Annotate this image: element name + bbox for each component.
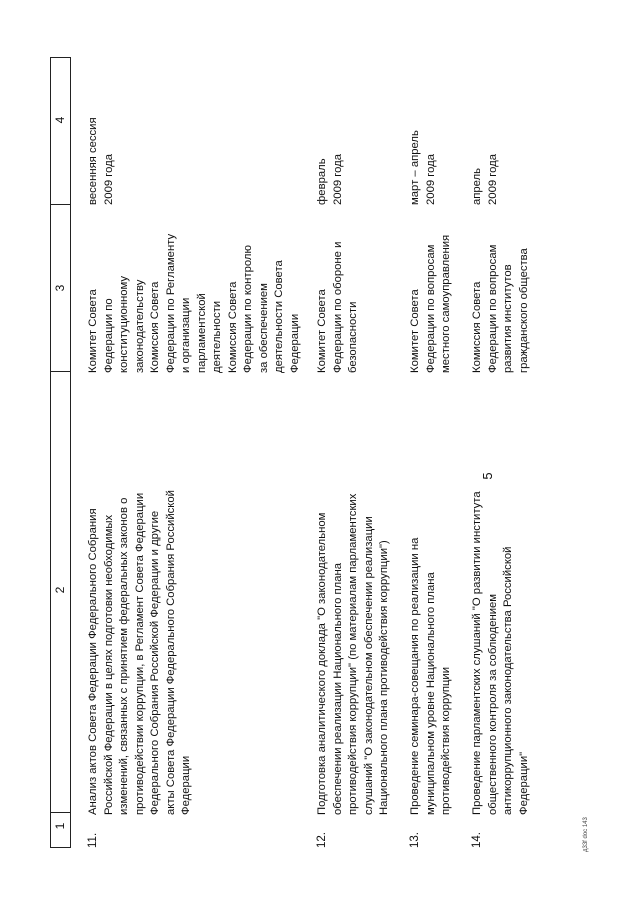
row-executor: Комитет Совета Федерации по обороне и безопасности xyxy=(316,241,359,373)
header-top-border xyxy=(50,57,71,58)
header-bottom-border xyxy=(50,847,71,848)
row-term: февраль 2009 года xyxy=(316,153,344,205)
header-divider-2-3 xyxy=(50,371,71,372)
row-term: март – апрель 2009 года xyxy=(409,130,437,205)
column-header-2: 2 xyxy=(53,586,67,594)
page-number: 5 xyxy=(480,472,495,480)
header-right-border xyxy=(70,57,71,848)
row-action: Анализ актов Совета Федерации Федерального Собрания Российской Федерации в целях подготовки необходимых изменений, связанных с принятием федеральных законов о противодействии коррупции, в Регламент Совета Федерации Федерального Собрания Российской Федерации и другие акты Совета Федерации Федерального Собрания Российской Федерации xyxy=(87,490,192,815)
row-executor: Комитет Совета Федерации по конституционному законодательству Комиссия Совета Федерации по Регламенту и организации парламентской деятельности Комиссия Совета Федерации по контролю за обеспечением деятельности Совета Федерации xyxy=(87,233,301,373)
row-executor: Комиссия Совета Федерации по вопросам развития институтов гражданского общества xyxy=(471,244,530,373)
header-divider-3-4 xyxy=(50,204,71,205)
row-executor: Комитет Совета Федерации по вопросам местного самоуправления xyxy=(409,234,452,373)
header-divider-1-2 xyxy=(50,812,71,813)
row-term: весенняя сессия 2009 года xyxy=(87,117,115,205)
row-number: 14. xyxy=(471,832,483,848)
column-header-1: 1 xyxy=(53,822,67,830)
row-action: Проведение семинара-совещания по реализации на муниципальном уровне Национального плана противодействия коррупции xyxy=(409,537,452,815)
row-number: 13. xyxy=(409,832,421,848)
row-number: 12. xyxy=(316,832,328,848)
column-header-3: 3 xyxy=(53,284,67,292)
row-action: Проведение парламентских слушаний "О развитии института общественного контроля за соблюдением антикоррупционного законодательства Российской Федерации" xyxy=(471,491,530,815)
header-left-border xyxy=(50,57,51,848)
row-action: Подготовка аналитического доклада "О законодательном обеспечении реализации Национального плана противодействия коррупции" (по материалам парламентских слушаний "О законодательном обеспечении реализации Национального плана противодействия коррупции") xyxy=(316,493,390,815)
document-stamp: д33f doc 143 xyxy=(583,817,589,852)
row-term: апрель 2009 года xyxy=(471,153,499,205)
column-header-4: 4 xyxy=(53,116,67,124)
row-number: 11. xyxy=(87,832,99,848)
